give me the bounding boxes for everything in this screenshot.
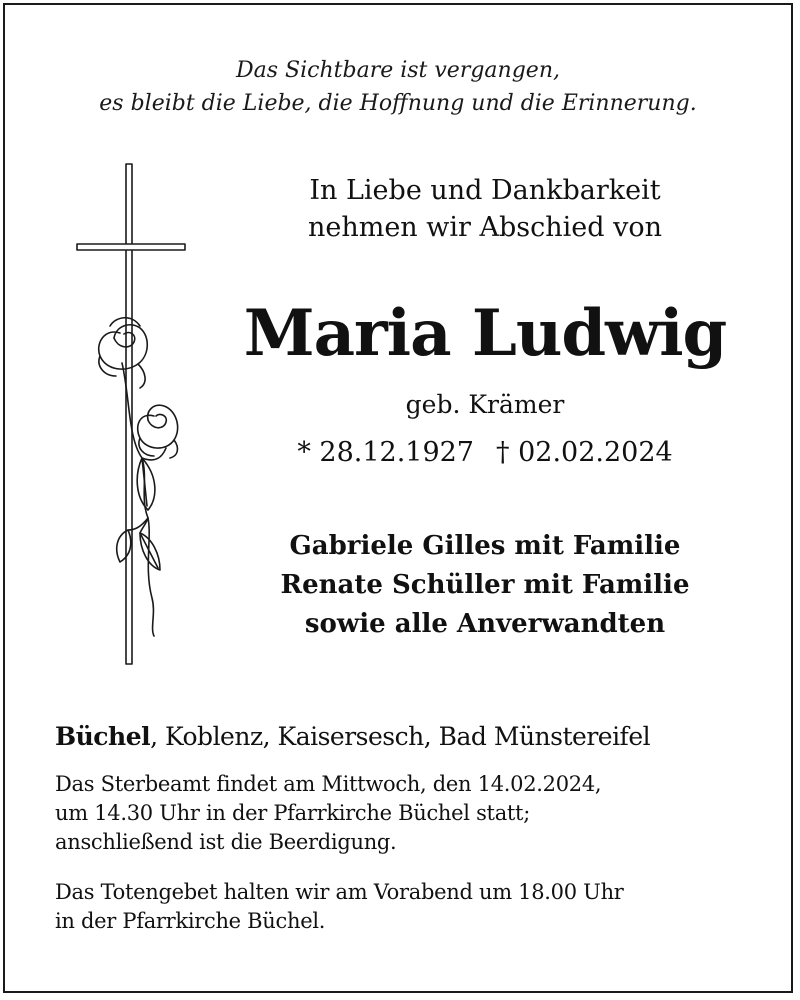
deceased-name: Maria Ludwig (243, 296, 727, 371)
life-dates (215, 433, 755, 473)
mourner-line: Renate Schüller mit Familie (280, 570, 690, 600)
motto-line: es bleibt die Liebe, die Hoffnung und die Erinnerung. (99, 91, 697, 116)
places-line (55, 718, 775, 756)
vigil-line: Das Totengebet halten wir am Vorabend um 18.00 Uhr (55, 880, 624, 904)
death-date: † 02.02.2024 (496, 437, 673, 468)
intro-text (225, 172, 745, 246)
motto (0, 54, 796, 120)
mourners (215, 527, 755, 644)
vigil-info (55, 878, 775, 936)
service-info (55, 770, 775, 857)
mourner-line: Gabriele Gilles mit Familie (289, 531, 681, 561)
cross-with-roses-icon (70, 158, 195, 673)
intro-line: nehmen wir Abschied von (307, 212, 663, 243)
service-line: um 14.30 Uhr in der Pfarrkirche Büchel statt; (55, 801, 530, 825)
service-line: Das Sterbeamt findet am Mittwoch, den 14.02.2024, (55, 772, 602, 796)
vigil-line: in der Pfarrkirche Büchel. (55, 909, 326, 933)
primary-place: Büchel (55, 722, 151, 751)
service-line: anschließend ist die Beerdigung. (55, 830, 397, 854)
birth-date: * 28.12.1927 (297, 437, 474, 468)
motto-line: Das Sichtbare ist vergangen, (236, 58, 560, 83)
other-places: , Koblenz, Kaisersesch, Bad Münstereifel (150, 722, 651, 751)
mourner-line: sowie alle Anverwandten (304, 609, 666, 639)
intro-line: In Liebe und Dankbarkeit (309, 175, 661, 206)
birth-name: geb. Krämer (405, 390, 565, 419)
